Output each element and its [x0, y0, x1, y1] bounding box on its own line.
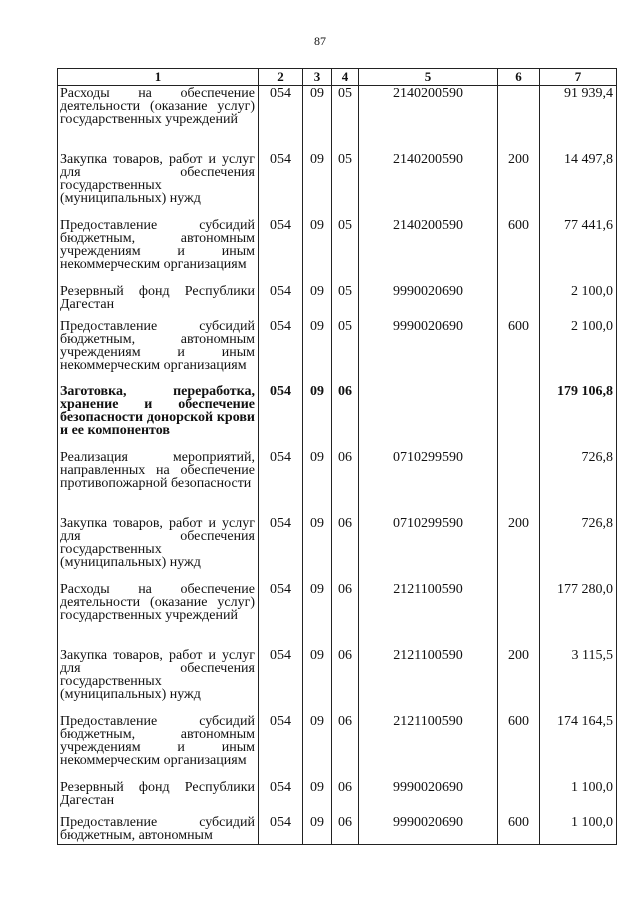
row-grbs: 054	[259, 284, 303, 319]
row-subsection: 05	[332, 152, 359, 218]
row-target-article: 0710299590	[359, 516, 498, 582]
column-header: 7	[540, 69, 617, 86]
row-subsection: 06	[332, 714, 359, 780]
row-amount: 177 280,0	[540, 582, 617, 648]
row-amount: 2 100,0	[540, 284, 617, 319]
table-row	[58, 384, 617, 450]
row-subsection: 06	[332, 582, 359, 648]
row-target-article: 2121100590	[359, 714, 498, 780]
row-subsection: 06	[332, 384, 359, 450]
column-header: 2	[259, 69, 303, 86]
row-subsection: 06	[332, 815, 359, 845]
row-expense-type: 600	[498, 815, 540, 845]
row-subsection: 05	[332, 284, 359, 319]
row-grbs: 054	[259, 152, 303, 218]
row-name: Закупка товаров, работ и услуг для обеспечения государственных (муниципальных) нужд	[58, 516, 259, 582]
page-number: 87	[314, 34, 326, 48]
row-target-article	[359, 384, 498, 450]
row-section: 09	[303, 450, 332, 516]
row-target-article: 0710299590	[359, 450, 498, 516]
row-expense-type	[498, 284, 540, 319]
row-expense-type	[498, 582, 540, 648]
row-amount: 14 497,8	[540, 152, 617, 218]
table-row	[58, 780, 617, 815]
row-amount: 91 939,4	[540, 86, 617, 152]
row-name: Закупка товаров, работ и услуг для обеспечения государственных (муниципальных) нужд	[58, 648, 259, 714]
row-expense-type: 600	[498, 319, 540, 384]
row-expense-type	[498, 384, 540, 450]
row-grbs: 054	[259, 648, 303, 714]
row-name: Предоставление субсидий бюджетным, автономным	[58, 815, 259, 845]
row-section: 09	[303, 218, 332, 284]
row-subsection: 06	[332, 648, 359, 714]
table-row	[58, 319, 617, 384]
row-target-article: 2140200590	[359, 152, 498, 218]
column-header: 1	[58, 69, 259, 86]
row-name: Предоставление субсидий бюджетным, автономным учреждениям и иным некоммерческим организациям	[58, 218, 259, 284]
row-grbs: 054	[259, 815, 303, 845]
row-subsection: 05	[332, 319, 359, 384]
table-row	[58, 714, 617, 780]
row-expense-type: 600	[498, 218, 540, 284]
row-amount: 726,8	[540, 450, 617, 516]
table-row	[58, 516, 617, 582]
row-expense-type	[498, 780, 540, 815]
row-target-article: 2121100590	[359, 648, 498, 714]
column-header: 3	[303, 69, 332, 86]
row-grbs: 054	[259, 384, 303, 450]
row-name: Предоставление субсидий бюджетным, автономным учреждениям и иным некоммерческим организациям	[58, 714, 259, 780]
row-amount: 179 106,8	[540, 384, 617, 450]
row-name: Резервный фонд Республики Дагестан	[58, 780, 259, 815]
row-subsection: 06	[332, 780, 359, 815]
column-header: 5	[359, 69, 498, 86]
table-row	[58, 86, 617, 152]
row-name: Реализация мероприятий, направленных на обеспечение противопожарной безопасности	[58, 450, 259, 516]
column-header: 4	[332, 69, 359, 86]
table-row	[58, 815, 617, 845]
table-row	[58, 218, 617, 284]
row-grbs: 054	[259, 218, 303, 284]
table-body	[58, 86, 617, 845]
table-row	[58, 284, 617, 319]
row-amount: 726,8	[540, 516, 617, 582]
row-amount: 77 441,6	[540, 218, 617, 284]
row-expense-type	[498, 86, 540, 152]
row-subsection: 06	[332, 450, 359, 516]
row-section: 09	[303, 516, 332, 582]
row-name: Предоставление субсидий бюджетным, автономным учреждениям и иным некоммерческим организациям	[58, 319, 259, 384]
row-subsection: 05	[332, 218, 359, 284]
table-header-row	[58, 69, 617, 86]
row-grbs: 054	[259, 319, 303, 384]
row-amount: 1 100,0	[540, 815, 617, 845]
row-section: 09	[303, 648, 332, 714]
row-section: 09	[303, 284, 332, 319]
budget-table	[57, 68, 617, 845]
row-section: 09	[303, 780, 332, 815]
row-grbs: 054	[259, 516, 303, 582]
row-target-article: 9990020690	[359, 284, 498, 319]
row-section: 09	[303, 582, 332, 648]
row-expense-type: 200	[498, 648, 540, 714]
row-name: Расходы на обеспечение деятельности (оказание услуг) государственных учреждений	[58, 86, 259, 152]
row-section: 09	[303, 152, 332, 218]
row-grbs: 054	[259, 86, 303, 152]
row-name: Заготовка, переработка, хранение и обеспечение безопасности донорской крови и ее компонентов	[58, 384, 259, 450]
table-row	[58, 450, 617, 516]
column-header: 6	[498, 69, 540, 86]
row-amount: 3 115,5	[540, 648, 617, 714]
row-section: 09	[303, 319, 332, 384]
row-section: 09	[303, 384, 332, 450]
row-name: Расходы на обеспечение деятельности (оказание услуг) государственных учреждений	[58, 582, 259, 648]
row-target-article: 9990020690	[359, 319, 498, 384]
row-subsection: 06	[332, 516, 359, 582]
row-amount: 174 164,5	[540, 714, 617, 780]
row-target-article: 2140200590	[359, 218, 498, 284]
row-section: 09	[303, 714, 332, 780]
row-grbs: 054	[259, 450, 303, 516]
row-expense-type: 600	[498, 714, 540, 780]
table-row	[58, 582, 617, 648]
row-amount: 2 100,0	[540, 319, 617, 384]
row-section: 09	[303, 815, 332, 845]
table-row	[58, 648, 617, 714]
row-grbs: 054	[259, 780, 303, 815]
row-target-article: 2140200590	[359, 86, 498, 152]
row-expense-type: 200	[498, 152, 540, 218]
row-section: 09	[303, 86, 332, 152]
row-target-article: 9990020690	[359, 815, 498, 845]
row-expense-type: 200	[498, 516, 540, 582]
row-grbs: 054	[259, 582, 303, 648]
row-target-article: 2121100590	[359, 582, 498, 648]
row-amount: 1 100,0	[540, 780, 617, 815]
row-name: Закупка товаров, работ и услуг для обеспечения государственных (муниципальных) нужд	[58, 152, 259, 218]
table-row	[58, 152, 617, 218]
row-target-article: 9990020690	[359, 780, 498, 815]
row-name: Резервный фонд Республики Дагестан	[58, 284, 259, 319]
row-expense-type	[498, 450, 540, 516]
row-subsection: 05	[332, 86, 359, 152]
row-grbs: 054	[259, 714, 303, 780]
